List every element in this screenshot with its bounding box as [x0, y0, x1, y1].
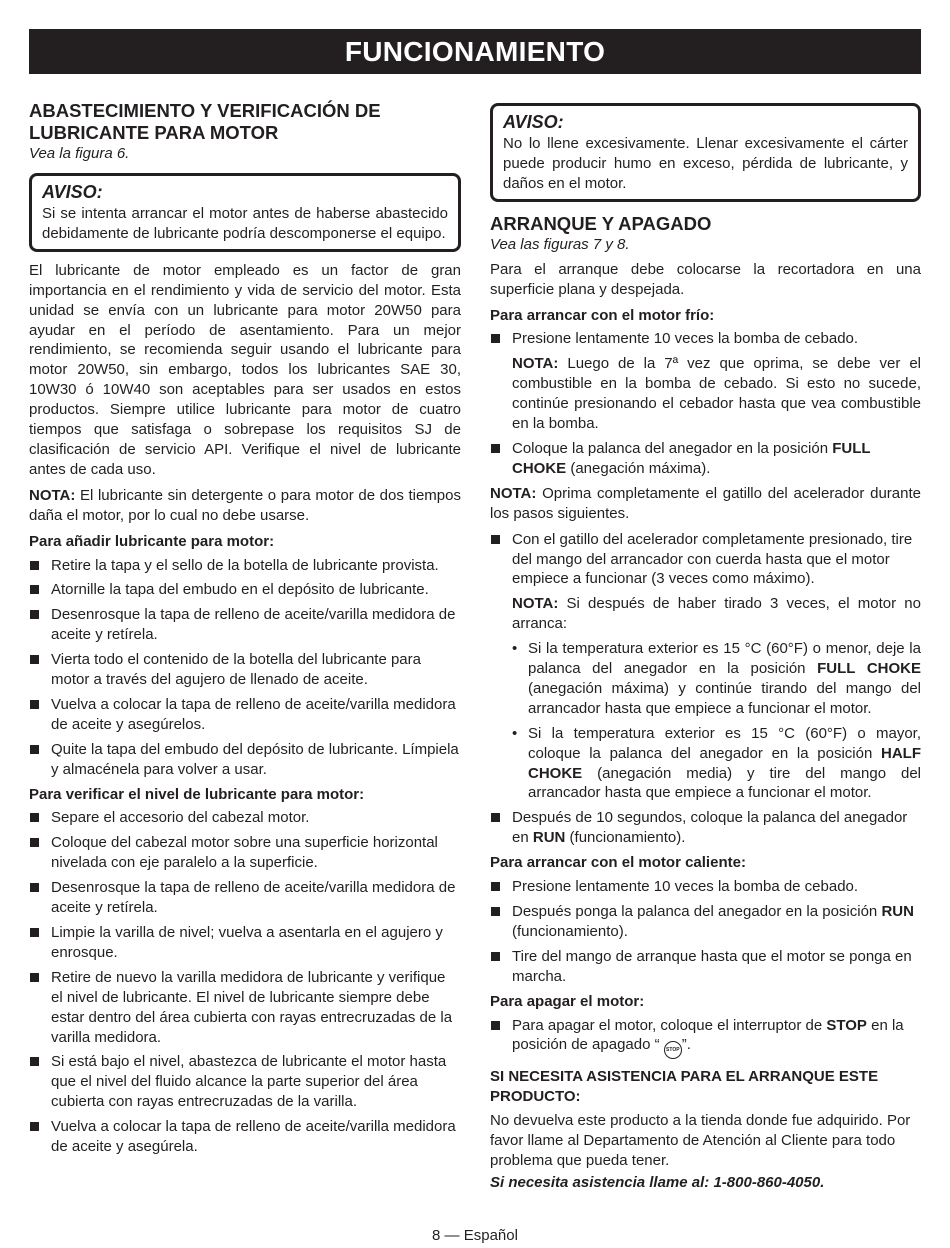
warm-start-heading: Para arrancar con el motor caliente: [490, 854, 746, 872]
check-lubricant-list [29, 808, 461, 1157]
list-item: Vuelva a colocar la tapa de relleno de aceite/varilla medidora de aceite y asegúrela. [29, 1117, 461, 1157]
bullet-square-icon [491, 813, 500, 822]
add-lubricant-list [29, 556, 461, 780]
list-item: Para apagar el motor, coloque el interruptor de STOP en la posición de apagado “ STOP ”. [490, 1016, 921, 1060]
left-column [29, 100, 461, 1162]
lubricant-paragraph: El lubricante de motor empleado es un factor de gran importancia en el rendimiento y vida de servicio del motor. Esta unidad se envía con un lubricante para motor 20W50 para ayudar en el período de asentamiento. Para un mejor rendimiento, se recomienda seguir usando el lubricante para motor 20W50, sin embargo, todos los lubricantes SAE 30, 10W30 ó 10W40 son aceptables para ser usados en estos productos. Siempre utilice lubricante para motor de cuatro tiempos que satisfaga o sobrepase los requisitos SJ de clasificación de servicio API. Verifique el nivel de lubricante antes de cada uso. [29, 261, 461, 478]
note-label: NOTA: [490, 484, 537, 502]
list-item: Coloque la palanca del anegador en la posición FULL CHOKE (anegación máxima). [490, 439, 921, 479]
bullet-square-icon [30, 610, 39, 619]
list-item: Quite la tapa del embudo del depósito de lubricante. Límpiela y almacénela para volver a usar. [29, 740, 461, 780]
check-lubricant-heading: Para verificar el nivel de lubricante para motor: [29, 785, 365, 803]
figure-reference: Vea las figuras 7 y 8. [490, 235, 630, 253]
notice-text: No lo llene excesivamente. Llenar excesivamente el cárter puede producir humo en exceso, pérdida de lubricante, y daños en el motor. [503, 135, 908, 192]
stop-engine-heading: Para apagar el motor: [490, 992, 645, 1010]
list-item: Retire de nuevo la varilla medidora de lubricante y verifique el nivel de lubricante. El nivel de lubricante siempre debe estar dentro del área cubierta con rayas entrecruzadas de la varilla medidora. [29, 968, 461, 1048]
bullet-square-icon [491, 907, 500, 916]
sub-list-item: • Si la temperatura exterior es 15 °C (60°F) o mayor, coloque la palanca del anegador en la posición HALF CHOKE (anegación media) y tire del mango del arrancador hasta que empiece a funcionar el motor. [512, 724, 921, 802]
notice-box [490, 103, 921, 202]
list-item: Desenrosque la tapa de relleno de aceite/varilla medidora de aceite y retírela. [29, 878, 461, 918]
list-item: Presione lentamente 10 veces la bomba de cebado. [490, 877, 921, 897]
bullet-square-icon [491, 444, 500, 453]
list-item: Tire del mango de arranque hasta que el motor se ponga en marcha. [490, 947, 921, 987]
section-title-start-stop: ARRANQUE Y APAGADO [490, 212, 712, 234]
start-intro: Para el arranque debe colocarse la recortadora en una superficie plana y despejada. [490, 260, 921, 298]
list-item: Desenrosque la tapa de relleno de aceite/varilla medidora de aceite y retírela. [29, 605, 461, 645]
section-title-lubricant: ABASTECIMIENTO Y VERIFICACIÓN DE LUBRICANTE PARA MOTOR [29, 100, 381, 143]
bullet-square-icon [491, 334, 500, 343]
assistance-heading: SI NECESITA ASISTENCIA PARA EL ARRANQUE ESTE PRODUCTO: [490, 1068, 879, 1106]
bullet-square-icon [30, 745, 39, 754]
note-text: El lubricante sin detergente o para motor de dos tiempos daña el motor, por lo cual no debe usarse. [29, 486, 461, 524]
note-paragraph [29, 486, 461, 526]
list-item: Atornille la tapa del embudo en el depósito de lubricante. [29, 580, 461, 600]
bullet-square-icon [491, 1021, 500, 1030]
bullet-square-icon [30, 973, 39, 982]
add-lubricant-heading: Para añadir lubricante para motor: [29, 532, 275, 550]
note-label: NOTA: [29, 486, 76, 504]
assistance-phone: Si necesita asistencia llame al: 1-800-860-4050. [490, 1173, 825, 1191]
bullet-square-icon [30, 813, 39, 822]
list-item: Si está bajo el nivel, abastezca de lubricante el motor hasta que el nivel del fluido alcance la parte superior del área cubierta con rayas entrecruzadas de la varilla. [29, 1052, 461, 1112]
list-item: Vuelva a colocar la tapa de relleno de aceite/varilla medidora de aceite y asegúrelos. [29, 695, 461, 735]
sub-list-item: • Si la temperatura exterior es 15 °C (60°F) o menor, deje la palanca del anegador en la posición FULL CHOKE (anegación máxima) y continúe tirando del mango del arrancador hasta que empiece a funcionar el motor. [512, 640, 921, 717]
bullet-dot-icon: • [512, 640, 518, 658]
bullet-square-icon [30, 838, 39, 847]
bullet-square-icon [30, 561, 39, 570]
bullet-dot-icon: • [512, 724, 518, 742]
list-item: Con el gatillo del acelerador completamente presionado, tire del mango del arrancador con cuerda hasta que el motor empiece a funcionar (3 veces como máximo). [490, 530, 921, 590]
bullet-square-icon [30, 883, 39, 892]
bullet-square-icon [30, 655, 39, 664]
notice-title: AVISO: [503, 112, 564, 132]
list-item: Presione lentamente 10 veces la bomba de cebado. [490, 329, 921, 349]
assistance-text: No devuelva este producto a la tienda donde fue adquirido. Por favor llame al Departamento de Atención al Cliente para todo problema que pueda tener. [490, 1112, 911, 1170]
bullet-square-icon [30, 1057, 39, 1066]
bullet-square-icon [491, 952, 500, 961]
list-item: Coloque del cabezal motor sobre una superficie horizontal nivelada con eje paralelo a la superficie. [29, 833, 461, 873]
note-paragraph: NOTA: Oprima completamente el gatillo del acelerador durante los pasos siguientes. [490, 484, 921, 522]
list-item: Separe el accesorio del cabezal motor. [29, 808, 461, 828]
list-item: Después ponga la palanca del anegador en la posición RUN (funcionamiento). [490, 902, 921, 942]
section-banner: FUNCIONAMIENTO [29, 29, 921, 74]
list-item: Después de 10 segundos, coloque la palanca del anegador en RUN (funcionamiento). [490, 808, 921, 848]
list-item: Limpie la varilla de nivel; vuelva a asentarla en el agujero y enrosque. [29, 923, 461, 963]
note-label: NOTA: [512, 595, 559, 613]
note-paragraph: NOTA: Luego de la 7ª vez que oprima, se debe ver el combustible en la bomba de cebado. Si esto no sucede, continúe presionando el cebador hasta que vea combustible en la bomba. [512, 355, 921, 433]
note-paragraph: NOTA: Si después de haber tirado 3 veces, el motor no arranca: [512, 595, 921, 633]
right-column [490, 103, 921, 1199]
notice-box [29, 173, 461, 252]
cold-start-heading: Para arrancar con el motor frío: [490, 306, 715, 324]
notice-title: AVISO: [42, 182, 103, 202]
notice-text: Si se intenta arrancar el motor antes de haberse abastecido debidamente de lubricante podría descomponerse el equipo. [42, 205, 448, 242]
bullet-square-icon [30, 1122, 39, 1131]
note-label: NOTA: [512, 355, 559, 373]
bullet-square-icon [491, 882, 500, 891]
page-footer: 8 — Español [432, 1227, 518, 1244]
figure-reference: Vea la figura 6. [29, 145, 130, 162]
bullet-square-icon [30, 585, 39, 594]
bullet-square-icon [30, 928, 39, 937]
bullet-square-icon [491, 535, 500, 544]
list-item: Vierta todo el contenido de la botella del lubricante para motor a través del agujero de llenado de aceite. [29, 650, 461, 690]
stop-icon: STOP [664, 1041, 682, 1059]
bullet-square-icon [30, 700, 39, 709]
list-item: Retire la tapa y el sello de la botella de lubricante provista. [29, 556, 461, 576]
